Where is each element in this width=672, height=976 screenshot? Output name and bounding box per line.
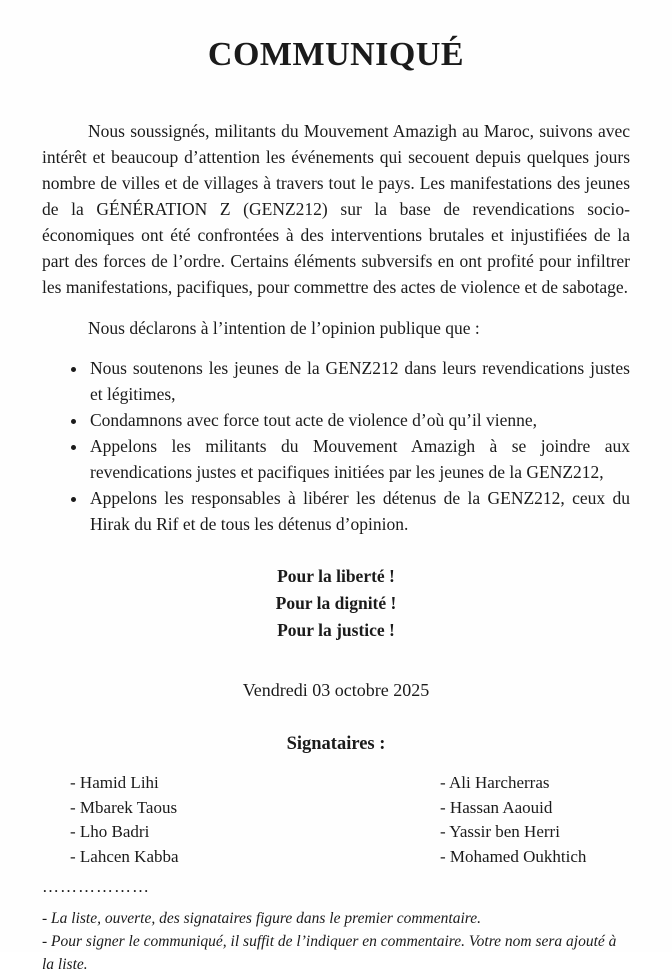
signatory-name: - Mbarek Taous	[70, 797, 178, 817]
signatories-column-left	[70, 771, 410, 869]
slogan-dignity: Pour la dignité !	[275, 593, 397, 613]
signatory-name: - Ali Harcherras	[440, 773, 550, 792]
open-list-dots: ………………	[42, 877, 150, 896]
page-title: COMMUNIQUÉ	[207, 36, 465, 73]
footer-notes	[42, 907, 630, 976]
slogan-liberty: Pour la liberté !	[277, 566, 395, 586]
signatory-name: - Mohamed Oukhtich	[440, 846, 587, 866]
paragraph-intro: Nous soussignés, militants du Mouvement Amazigh au Maroc, suivons avec intérêt et beaucoup d’attention les événements qui secouent depuis quelques jours nombre de villes et de villages à travers tout le pays. Les manifestations des jeunes de la GÉNÉRATION Z (GENZ212) sur la base de revendications socio-économiques ont été confrontées à des interventions brutales et injustifiées de la part des forces de l’ordre. Certains éléments subversifs en ont profité pour infiltrer les manifestations, pacifiques, pour commettre des actes de violence et de sabotage.	[42, 121, 630, 297]
slogan-justice: Pour la justice !	[277, 620, 395, 640]
slogans-block	[42, 563, 630, 644]
signatories-columns	[42, 771, 630, 869]
signatory-name: - Lahcen Kabba	[70, 846, 179, 866]
bullet-item: • Condamnons avec force tout acte de violence d’où qu’il vienne,	[88, 407, 630, 433]
signatories-heading: Signataires :	[286, 734, 386, 754]
declaration-bullet-list	[42, 355, 630, 537]
signatory-name: - Yassir ben Herri	[440, 822, 560, 841]
document-date: Vendredi 03 octobre 2025	[242, 680, 430, 700]
bullet-item: • Appelons les militants du Mouvement Amazigh à se joindre aux revendications justes et pacifiques initiées par les jeunes de la GENZ212,	[88, 433, 630, 485]
signatories-column-right	[440, 771, 586, 869]
signatory-name: - Lho Badri	[70, 822, 150, 841]
footer-note: - La liste, ouverte, des signataires figure dans le premier commentaire.	[42, 910, 481, 927]
bullet-item: • Nous soutenons les jeunes de la GENZ212 dans leurs revendications justes et légitimes,	[88, 355, 630, 407]
bullet-item: • Appelons les responsables à libérer les détenus de la GENZ212, ceux du Hirak du Rif et de tous les détenus d’opinion.	[88, 485, 630, 537]
signatory-name: - Hamid Lihi	[70, 773, 159, 792]
paragraph-declaration: Nous déclarons à l’intention de l’opinion publique que :	[88, 318, 480, 338]
signatory-name: - Hassan Aaouid	[440, 797, 553, 817]
footer-note: - Pour signer le communiqué, il suffit de l’indiquer en commentaire. Votre nom sera ajouté à la liste.	[42, 933, 617, 973]
